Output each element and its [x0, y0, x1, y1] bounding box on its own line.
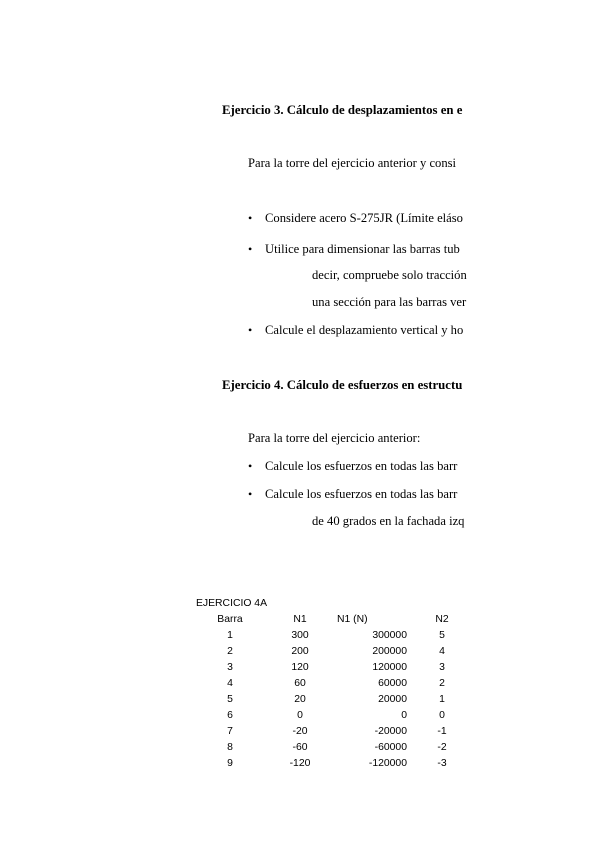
cell-n1: -60 — [292, 742, 308, 753]
cell-n2: 5 — [439, 630, 445, 641]
cell-n1-n: -60000 — [374, 742, 407, 753]
col-header-n2: N2 — [435, 614, 449, 625]
cell-barra: 6 — [227, 710, 233, 721]
col-header-n1: N1 — [293, 614, 307, 625]
cell-n1: -120 — [289, 758, 311, 769]
ex3-bullet-2-line-3: una sección para las barras ver — [312, 295, 467, 309]
bullet-icon: • — [248, 459, 253, 473]
ex4-intro: Para la torre del ejercicio anterior: — [248, 431, 421, 445]
ex3-intro: Para la torre del ejercicio anterior y consi — [248, 156, 457, 170]
cell-n2: 0 — [439, 710, 445, 721]
cell-n2: 1 — [439, 694, 445, 705]
cell-n2: -2 — [437, 742, 447, 753]
cell-barra: 2 — [227, 646, 233, 657]
ex3-bullet-2-line-1: Utilice para dimensionar las barras tub — [265, 242, 460, 256]
ex3-bullet-2-line-2: decir, compruebe solo tracción — [312, 268, 467, 282]
cell-n1: 300 — [291, 630, 309, 641]
cell-n1: 120 — [291, 662, 309, 673]
bullet-icon: • — [248, 242, 253, 256]
cell-n1-n: -120000 — [368, 758, 407, 769]
cell-n1-n: 120000 — [372, 662, 407, 673]
cell-n1: -20 — [292, 726, 308, 737]
cell-n1-n: 60000 — [378, 678, 407, 689]
ex4-bullet-2-line-1: Calcule los esfuerzos en todas las barr — [265, 487, 458, 501]
cell-barra: 7 — [227, 726, 233, 737]
ex3-bullet-3: Calcule el desplazamiento vertical y ho — [265, 323, 464, 337]
col-header-n1-n: N1 (N) — [337, 614, 368, 625]
cell-n2: 2 — [439, 678, 445, 689]
ex3-heading: Ejercicio 3. Cálculo de desplazamientos en e — [222, 103, 463, 117]
cell-barra: 4 — [227, 678, 233, 689]
cell-barra: 9 — [227, 758, 233, 769]
ex4-bullet-1: Calcule los esfuerzos en todas las barr — [265, 459, 458, 473]
bullet-icon: • — [248, 323, 253, 337]
bullet-icon: • — [248, 211, 253, 225]
cell-n1-n: 300000 — [372, 630, 407, 641]
cell-n1: 0 — [297, 710, 303, 721]
cell-n1-n: 200000 — [372, 646, 407, 657]
cell-n1: 20 — [294, 694, 306, 705]
cell-n1: 200 — [291, 646, 309, 657]
cell-barra: 1 — [227, 630, 233, 641]
ex3-bullet-1: Considere acero S-275JR (Límite eláso — [265, 211, 463, 225]
ex4-bullet-2-line-2: de 40 grados en la fachada izq — [312, 514, 465, 528]
cell-barra: 8 — [227, 742, 233, 753]
sheet-title: EJERCICIO 4A — [196, 598, 268, 609]
cell-barra: 3 — [227, 662, 233, 673]
cell-n2: -1 — [437, 726, 447, 737]
cell-barra: 5 — [227, 694, 233, 705]
ex4-heading: Ejercicio 4. Cálculo de esfuerzos en estructu — [222, 378, 463, 392]
cell-n1-n: 20000 — [378, 694, 407, 705]
cell-n1-n: -20000 — [374, 726, 407, 737]
cell-n1-n: 0 — [401, 710, 407, 721]
cell-n2: 3 — [439, 662, 445, 673]
cell-n1: 60 — [294, 678, 306, 689]
col-header-barra: Barra — [217, 614, 243, 625]
bullet-icon: • — [248, 487, 253, 501]
cell-n2: 4 — [439, 646, 445, 657]
cell-n2: -3 — [437, 758, 447, 769]
